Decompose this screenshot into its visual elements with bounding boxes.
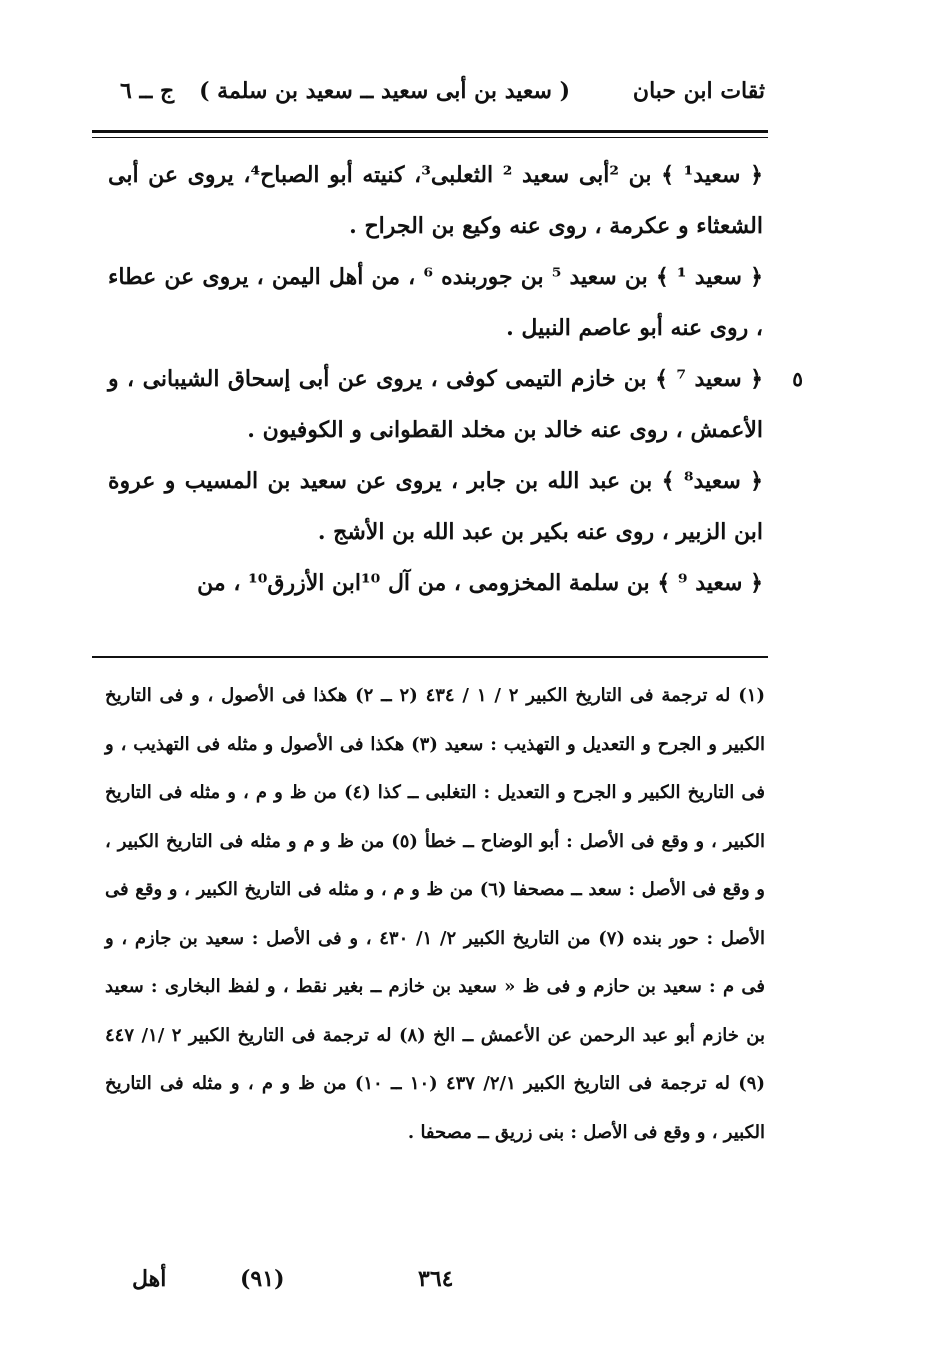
footnotes [105, 672, 765, 1157]
entry-text: ﴿ سعيد¹ ﴾ بن ²أبى سعيد ² الثعلبى³، كنيته أبو الصباح⁴، يروى عن أبى الشعثاء و عكرمة ، روى عنه وكيع بن الجراح . [108, 162, 763, 239]
entry-text: ﴿ سعيد ¹ ﴾ بن سعيد ⁵ بن جوربنده ⁶ ، من أهل اليمن ، يروى عن عطاء ، روى عنه أبو عاصم النبيل . [108, 264, 763, 341]
volume-label: ج ــ ٦ [120, 78, 175, 104]
book-title: ثقات ابن حبان [632, 78, 765, 104]
running-header [100, 78, 765, 118]
entry [108, 558, 763, 609]
footnote-rule [92, 656, 768, 658]
entry [108, 456, 763, 558]
biography-entries [108, 150, 803, 609]
names-range: ( سعيد بن أبى سعيد ــ سعيد بن سلمة ) [199, 78, 570, 104]
entry-text: ﴿ سعيد⁸ ﴾ بن عبد الله بن جابر ، يروى عن سعيد بن المسيب و عروة ابن الزبير ، روى عنه بكير بن عبد الله بن الأشج . [108, 468, 763, 545]
catchword: أهل [132, 1266, 167, 1292]
entry-text: ﴿ سعيد ⁷ ﴾ بن خازم التيمى كوفى ، يروى عن أبى إسحاق الشيبانى ، و الأعمش ، روى عنه خالد بن مخلد القطوانى و الكوفيون . [108, 366, 763, 443]
entry [108, 354, 803, 456]
entry [108, 150, 763, 252]
page-footer [120, 1266, 680, 1302]
entry [108, 252, 763, 354]
page-number: ٣٦٤ [418, 1266, 454, 1292]
sequence-number: (٩١) [240, 1266, 285, 1292]
footnotes-text: (١) له ترجمة فى التاريخ الكبير ٢ / ١ / ٤٣٤ (٢ ــ ٢) هكذا فى الأصول ، و فى التاريخ الكبير و الجرح و التعديل و التهذيب : سعيد (٣) هكذا فى الأصول و مثله فى التهذيب ، و فى التاريخ الكبير و الجرح و التعديل : التغلبى ــ كذا (٤) من ظ و م ، و مثله فى التاريخ الكبير ، و وقع فى الأصل : أبو الوضاح ــ خطأ (٥) من ظ و م و مثله فى التاريخ الكبير ، و وقع فى الأصل : سعد ــ مصحفا (٦) من ظ و م ، و مثله فى التاريخ الكبير ، و وقع فى الأصل : حور بنده (٧) من التاريخ الكبير ٢/ ١/ ٤٣٠ ، و فى الأصل : سعيد بن جازم ، و فى م : سعيد بن حازم و فى ظ « سعيد بن خازم ــ بغير نقط ، و لفظ البخارى : سعيد بن خازم أبو عبد الرحمن عن الأعمش ــ الخ (٨) له ترجمة فى التاريخ الكبير ٢ /١/ ٤٤٧ (٩) له ترجمة فى التاريخ الكبير ٢/١/ ٤٣٧ (١٠ ــ ١٠) من ظ و م ، و مثله فى التاريخ الكبير ، و وقع فى الأصل : بنى زريق ــ مصحفا . [105, 685, 766, 1143]
line-marker: ٥ [792, 367, 803, 391]
entry-text: ﴿ سعيد ⁹ ﴾ بن سلمة المخزومى ، من آل ¹⁰ابن الأزرق¹⁰ ، من [197, 570, 763, 596]
header-rule-thin [92, 137, 768, 138]
header-rule [92, 130, 768, 133]
